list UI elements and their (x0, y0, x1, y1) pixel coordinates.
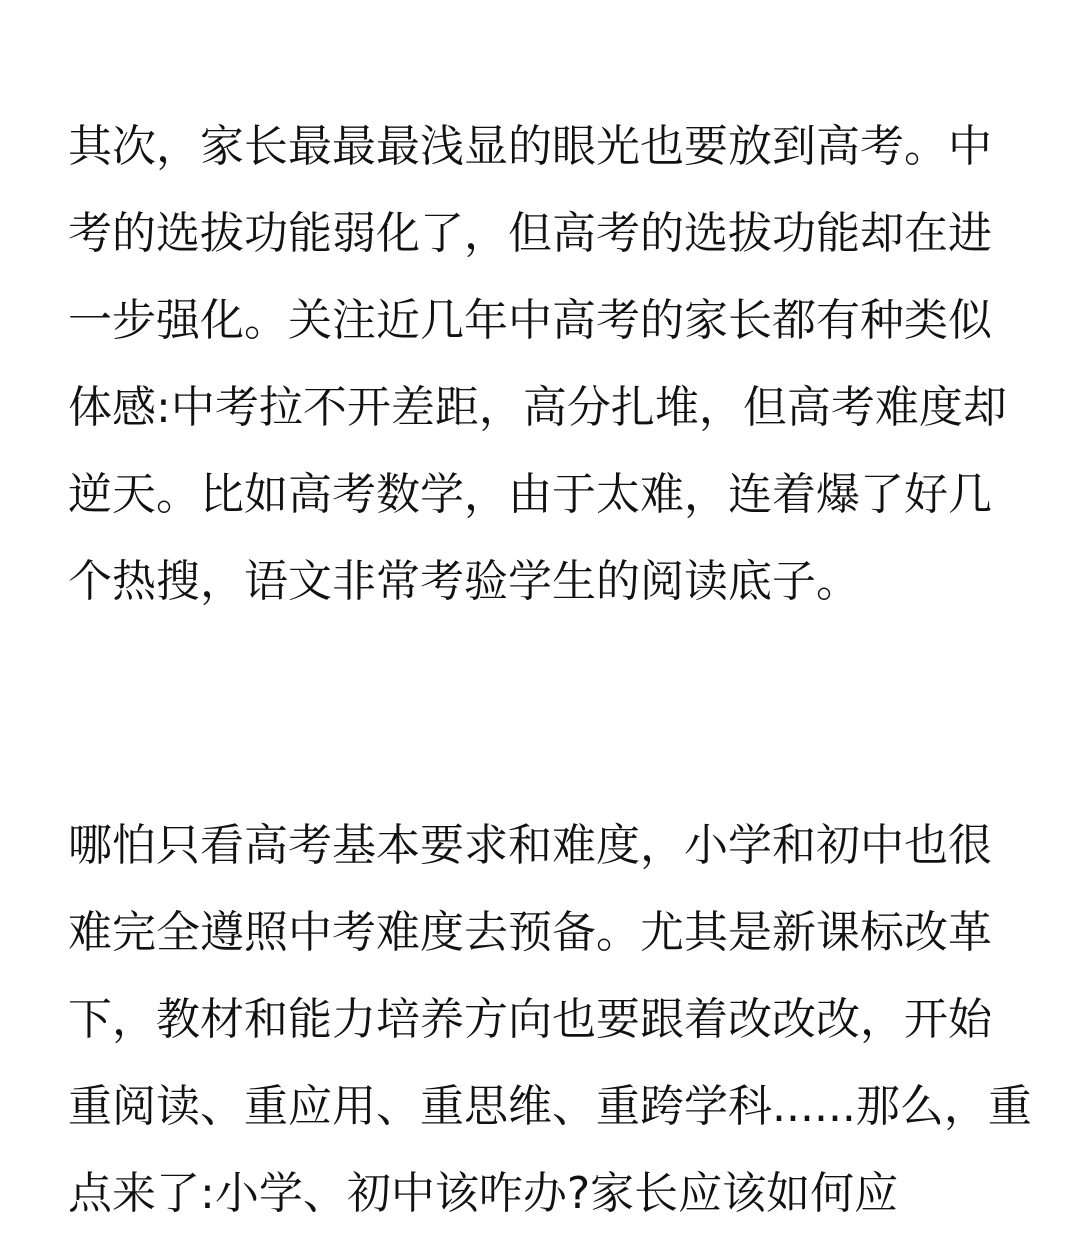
text-line: 点来了:小学、初中该咋办?家长应该如何应 (68, 1168, 899, 1219)
text-line: 难完全遵照中考难度去预备。尤其是新课标改革 (68, 907, 992, 958)
text-line: 体感:中考拉不开差距，高分扎堆，但高考难度却 (68, 382, 1007, 433)
text-line: 考的选拔功能弱化了，但高考的选拔功能却在进 (68, 208, 992, 259)
text-line: 下，教材和能力培养方向也要跟着改改改，开始 (68, 994, 992, 1045)
text-line: 哪怕只看高考基本要求和难度，小学和初中也很 (68, 820, 992, 871)
article-body (68, 103, 1032, 1237)
text-line: 一步强化。关注近几年中高考的家长都有种类似 (68, 295, 992, 346)
paragraph-1 (68, 103, 1018, 625)
text-line: 逆天。比如高考数学，由于太难，连着爆了好几 (68, 469, 992, 520)
text-line: 重阅读、重应用、重思维、重跨学科......那么，重 (68, 1081, 1032, 1132)
paragraph-spacer (68, 625, 1018, 802)
text-line: 其次，家长最最最浅显的眼光也要放到高考。中 (68, 121, 992, 172)
paragraph-2 (68, 802, 1032, 1237)
text-line: 个热搜，语文非常考验学生的阅读底子。 (68, 556, 860, 607)
